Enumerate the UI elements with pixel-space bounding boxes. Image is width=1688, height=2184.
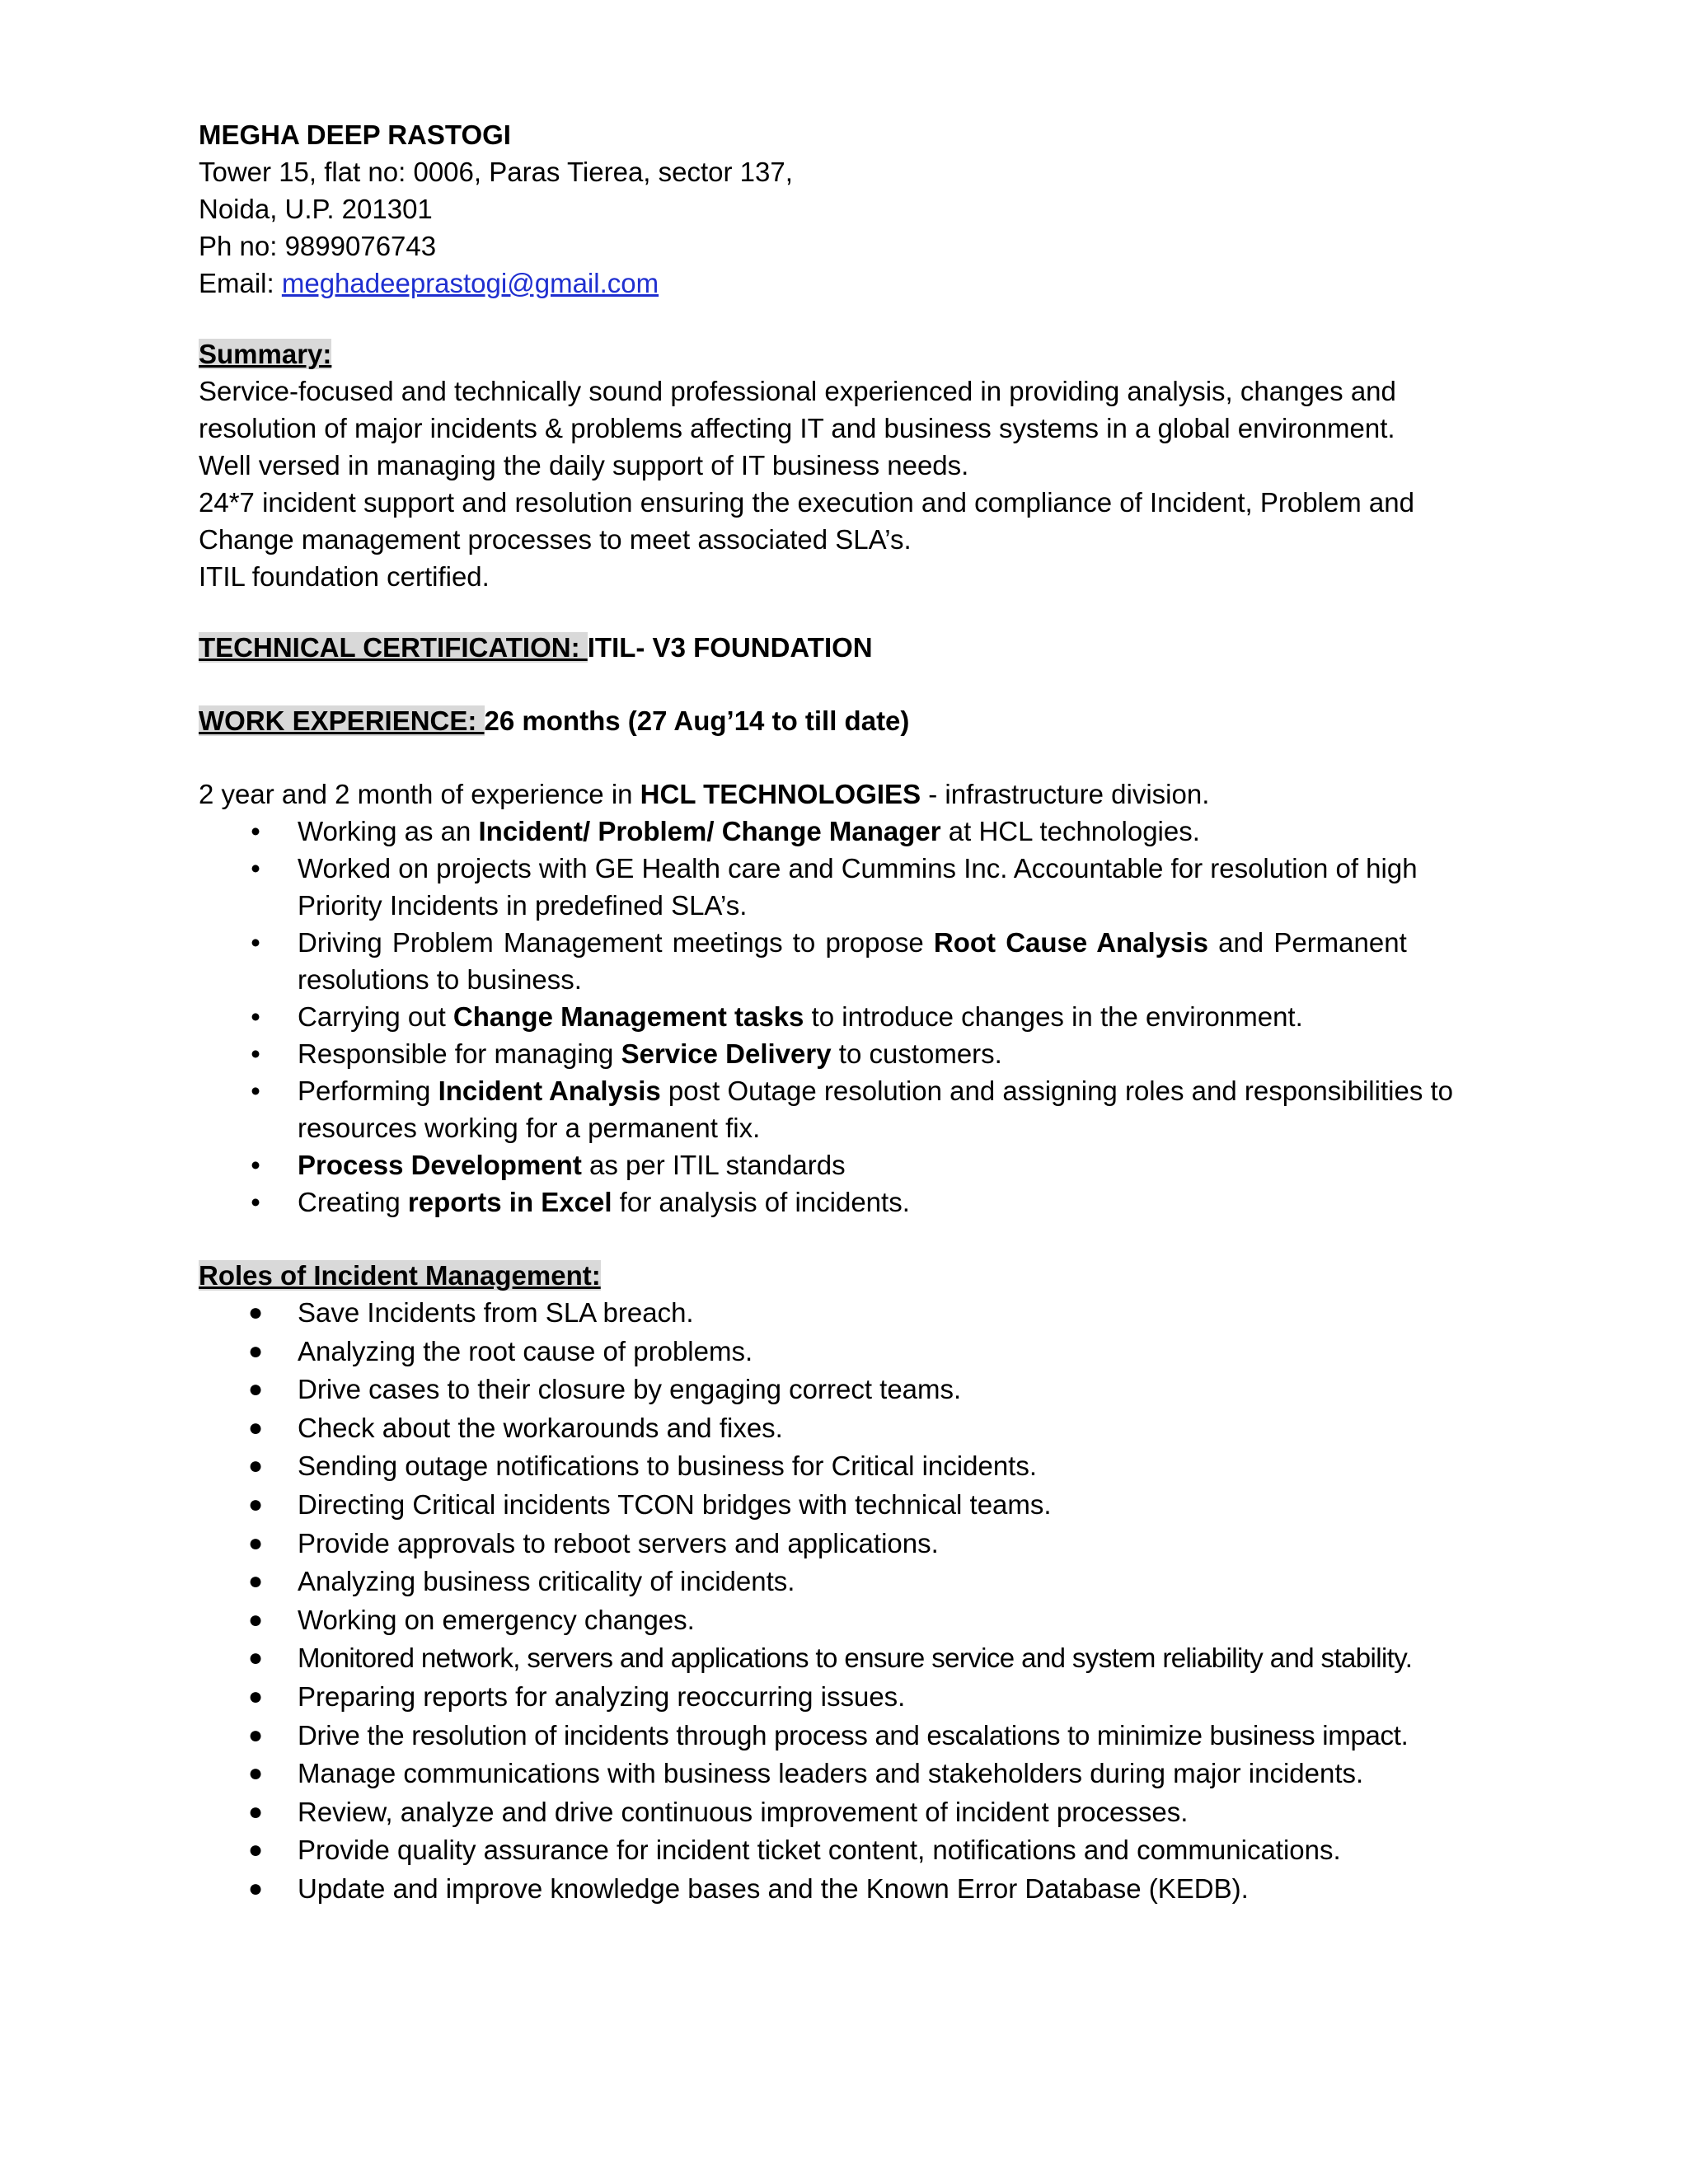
list-item (199, 1072, 1501, 1146)
address-line-1: Tower 15, flat no: 0006, Paras Tierea, sector 137, (199, 157, 793, 187)
bullet-text-part: and Permanent (1207, 927, 1407, 958)
bullet-icon: • (251, 927, 260, 958)
email-label: Email: (199, 268, 282, 298)
bullet-text-continued: resolutions to business. (298, 964, 582, 995)
experience-details (199, 776, 1501, 1221)
bullet-emphasis: reports in Excel (407, 1187, 612, 1217)
bullet-icon: ● (247, 1644, 264, 1672)
role-text: Analyzing business criticality of incidents. (298, 1566, 795, 1597)
bullet-emphasis: Incident Analysis (438, 1076, 661, 1106)
contact-block (199, 116, 1501, 302)
email-row (199, 265, 1501, 302)
certification-row (199, 629, 1501, 666)
list-item (199, 1035, 1501, 1072)
list-item (199, 1525, 1501, 1563)
role-text: Review, analyze and drive continuous improvement of incident processes. (298, 1796, 1189, 1827)
list-item (199, 998, 1501, 1035)
role-text: Analyzing the root cause of problems. (298, 1335, 753, 1366)
bullet-icon: • (251, 1187, 260, 1217)
bullet-icon: ● (247, 1452, 264, 1480)
bullet-text (298, 1183, 1501, 1221)
list-item (199, 1183, 1501, 1221)
address-line-2: Noida, U.P. 201301 (199, 194, 433, 224)
experience-intro-suffix: - infrastructure division. (921, 779, 1210, 809)
bullet-text-part: post Outage resolution and assigning roles and responsibilities to (660, 1076, 1454, 1106)
list-item (199, 1447, 1501, 1486)
bullet-icon: ● (247, 1413, 264, 1441)
role-text: Provide quality assurance for incident ticket content, notifications and communications. (298, 1835, 1341, 1866)
bullet-text-continued: resources working for a permanent fix. (298, 1113, 761, 1143)
bullet-text (298, 998, 1501, 1035)
certification-section (199, 629, 1501, 666)
bullet-icon: ● (247, 1605, 264, 1633)
bullet-icon: ● (247, 1760, 264, 1788)
role-text: Monitored network, servers and applications to ensure service and system reliability and stability. (298, 1643, 1413, 1674)
summary-line: Service-focused and technically sound professional experienced in providing analysis, changes and (199, 376, 1396, 406)
bullet-emphasis: Service Delivery (621, 1038, 832, 1069)
phone-number: Ph no: 9899076743 (199, 231, 437, 261)
email-link[interactable]: meghadeeprastogi@gmail.com (281, 268, 659, 298)
role-text: Directing Critical incidents TCON bridges with technical teams. (298, 1488, 1052, 1520)
bullet-text (298, 1035, 1501, 1072)
bullet-icon: ● (247, 1337, 264, 1365)
bullet-text (298, 813, 1501, 850)
role-text: Preparing reports for analyzing reoccurring issues. (298, 1680, 906, 1712)
list-item (199, 1333, 1501, 1371)
certification-value: ITIL- V3 FOUNDATION (587, 632, 873, 663)
summary-line: Well versed in managing the daily support of IT business needs. (199, 450, 969, 480)
bullet-text: Worked on projects with GE Health care and Cummins Inc. Accountable for resolution of high (298, 853, 1418, 883)
list-item (199, 1409, 1501, 1448)
bullet-text-part: as per ITIL standards (581, 1150, 846, 1180)
bullet-text-part: Creating (298, 1187, 408, 1217)
list-item (199, 1563, 1501, 1601)
role-text: Save Incidents from SLA breach. (298, 1297, 694, 1328)
bullet-text (298, 1072, 1501, 1109)
bullet-icon: • (251, 1038, 260, 1069)
summary-heading-row (199, 335, 1501, 373)
roles-heading: Roles of Incident Management: (199, 1260, 601, 1291)
bullet-text-part: Carrying out (298, 1001, 453, 1032)
list-item (199, 1294, 1501, 1333)
list-item (199, 813, 1501, 850)
bullet-icon: ● (247, 1682, 264, 1710)
bullet-icon: • (251, 816, 260, 846)
bullet-text-part: for analysis of incidents. (612, 1187, 910, 1217)
summary-line: Change management processes to meet associated SLA’s. (199, 524, 912, 555)
roles-bullet-list (199, 1294, 1501, 1909)
list-item (199, 1639, 1501, 1678)
summary-line: resolution of major incidents & problems affecting IT and business systems in a global environment. (199, 413, 1395, 443)
role-text: Drive the resolution of incidents through process and escalations to minimize business impact. (298, 1719, 1409, 1750)
bullet-emphasis: Incident/ Problem/ Change Manager (478, 816, 941, 846)
experience-duration: 26 months (27 Aug’14 to till date) (484, 705, 910, 736)
bullet-icon: ● (247, 1836, 264, 1864)
experience-bullet-list (199, 813, 1501, 1221)
summary-line: ITIL foundation certified. (199, 561, 490, 592)
experience-section (199, 702, 1501, 739)
bullet-text-part: Responsible for managing (298, 1038, 621, 1069)
bullet-emphasis: Change Management tasks (452, 1001, 804, 1032)
list-item (199, 1146, 1501, 1183)
role-text: Drive cases to their closure by engaging correct teams. (298, 1374, 962, 1405)
experience-intro-text: 2 year and 2 month of experience in (199, 779, 640, 809)
role-text: Update and improve knowledge bases and the Known Error Database (KEDB). (298, 1872, 1249, 1904)
bullet-icon: ● (247, 1529, 264, 1557)
bullet-icon: ● (247, 1874, 264, 1902)
bullet-icon: ● (247, 1376, 264, 1404)
bullet-icon: • (251, 1001, 260, 1032)
list-item (199, 1678, 1501, 1717)
bullet-text-part: at HCL technologies. (940, 816, 1200, 846)
candidate-name: MEGHA DEEP RASTOGI (199, 120, 511, 150)
bullet-text-part: to customers. (831, 1038, 1002, 1069)
bullet-emphasis: Root Cause Analysis (933, 927, 1208, 958)
bullet-icon: ● (247, 1721, 264, 1749)
roles-heading-row (199, 1257, 1501, 1294)
bullet-text-part: Driving Problem Management meetings to propose (298, 927, 934, 958)
list-item (199, 1486, 1501, 1525)
bullet-emphasis: Process Development (298, 1150, 582, 1180)
bullet-text-part: Performing (298, 1076, 438, 1106)
bullet-icon: ● (247, 1299, 264, 1326)
bullet-icon: ● (247, 1568, 264, 1596)
list-item (199, 1371, 1501, 1409)
summary-heading: Summary: (199, 339, 332, 369)
list-item (199, 924, 1501, 998)
summary-line: 24*7 incident support and resolution ensuring the execution and compliance of Incident, Problem and (199, 487, 1414, 518)
role-text: Working on emergency changes. (298, 1604, 695, 1635)
bullet-text (298, 1146, 1501, 1183)
list-item (199, 1717, 1501, 1755)
list-item (199, 850, 1501, 924)
bullet-text-part: to introduce changes in the environment. (804, 1001, 1303, 1032)
experience-heading-row (199, 702, 1501, 739)
role-text: Check about the workarounds and fixes. (298, 1412, 783, 1443)
list-item (199, 1601, 1501, 1640)
bullet-text-part: Working as an (298, 816, 479, 846)
experience-intro (199, 776, 1501, 813)
experience-heading: WORK EXPERIENCE: (199, 705, 485, 736)
bullet-text (298, 924, 1501, 961)
company-name: HCL TECHNOLOGIES (640, 779, 921, 809)
summary-section (199, 335, 1501, 595)
role-text: Provide approvals to reboot servers and applications. (298, 1527, 939, 1558)
list-item (199, 1793, 1501, 1832)
bullet-icon: ● (247, 1797, 264, 1825)
bullet-icon: ● (247, 1490, 264, 1518)
bullet-text-continued: Priority Incidents in predefined SLA’s. (298, 890, 748, 921)
role-text: Sending outage notifications to business for Critical incidents. (298, 1451, 1038, 1482)
bullet-icon: • (251, 853, 260, 883)
bullet-icon: • (251, 1150, 260, 1180)
role-text: Manage communications with business leaders and stakeholders during major incidents. (298, 1758, 1364, 1789)
bullet-icon: • (251, 1076, 260, 1106)
list-item (199, 1870, 1501, 1909)
roles-section (199, 1257, 1501, 1909)
certification-heading: TECHNICAL CERTIFICATION: (199, 632, 588, 663)
list-item (199, 1755, 1501, 1793)
list-item (199, 1831, 1501, 1870)
